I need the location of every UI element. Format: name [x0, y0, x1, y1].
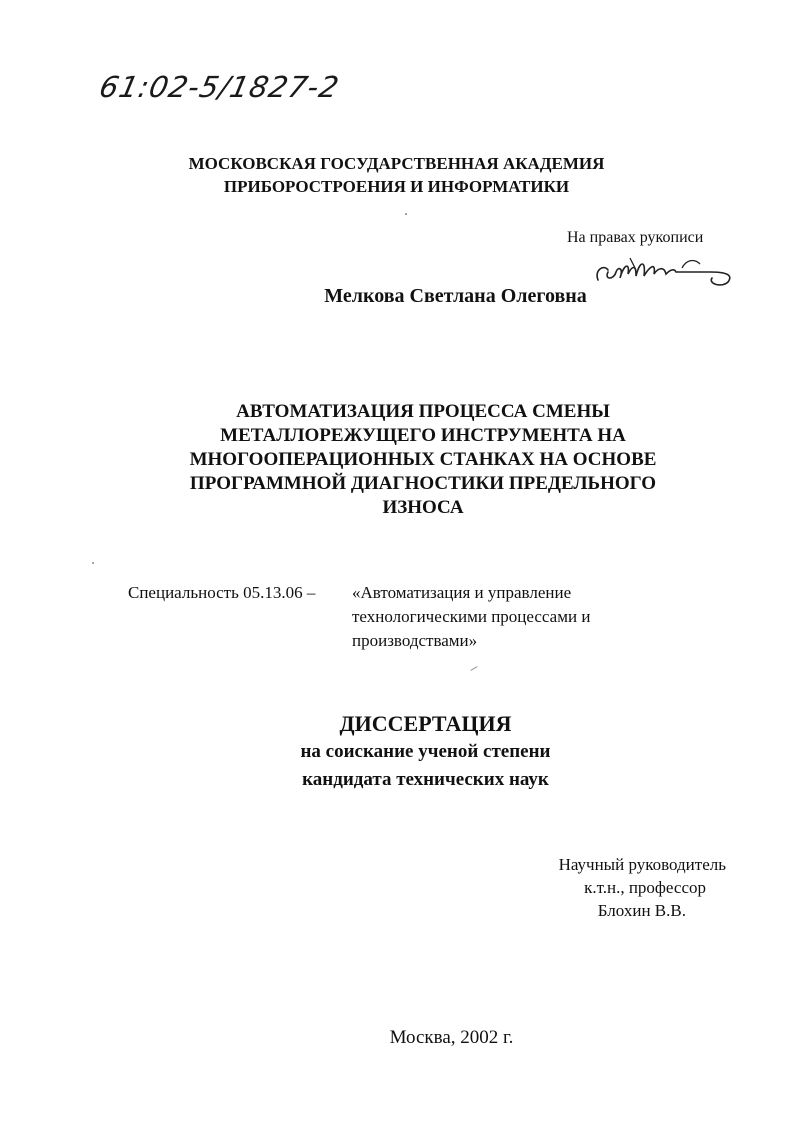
supervisor-role: Научный руководитель [558, 855, 726, 874]
scan-speck [92, 562, 94, 564]
specialty-line-1: «Автоматизация и управление [352, 583, 572, 602]
specialty-value [352, 581, 682, 653]
supervisor-block [490, 853, 750, 922]
title-line-3: МНОГООПЕРАЦИОННЫХ СТАНКАХ НА ОСНОВЕ [189, 449, 657, 470]
organization-name [0, 152, 793, 198]
supervisor-degree: к.т.н., профессор [584, 878, 706, 897]
dissertation-line-1: на соискание ученой степени [300, 741, 551, 762]
dissertation-heading: ДИССЕРТАЦИЯ [339, 711, 512, 736]
specialty-line-2: технологическими процессами и [352, 607, 591, 626]
title-line-2: МЕТАЛЛОРЕЖУЩЕГО ИНСТРУМЕНТА НА [220, 425, 626, 446]
manuscript-rights-note: На правах рукописи [567, 229, 704, 246]
specialty-label: Специальность 05.13.06 – [128, 583, 316, 602]
place-year: Москва, 2002 г. [389, 1027, 514, 1048]
organization-line-1: МОСКОВСКАЯ ГОСУДАРСТВЕННАЯ АКАДЕМИЯ [188, 154, 605, 173]
supervisor-name: Блохин В.В. [597, 901, 686, 920]
dissertation-line-2: кандидата технических наук [302, 769, 549, 790]
specialty-line-3: производствами» [352, 631, 478, 650]
scan-speck [405, 213, 407, 215]
title-line-5: ИЗНОСА [382, 497, 464, 518]
title-line-4: ПРОГРАММНОЙ ДИАГНОСТИКИ ПРЕДЕЛЬНОГО [189, 473, 657, 494]
author-name: Мелкова Светлана Олеговна [324, 285, 587, 307]
dissertation-block [0, 710, 793, 794]
scan-speck [470, 666, 477, 671]
title-line-1: АВТОМАТИЗАЦИЯ ПРОЦЕССА СМЕНЫ [236, 401, 610, 422]
dissertation-title [150, 400, 696, 520]
organization-line-2: ПРИБОРОСТРОЕНИЯ И ИНФОРМАТИКИ [223, 177, 570, 196]
archive-code-handwritten: 61:02-5/1827-2 [96, 70, 343, 104]
